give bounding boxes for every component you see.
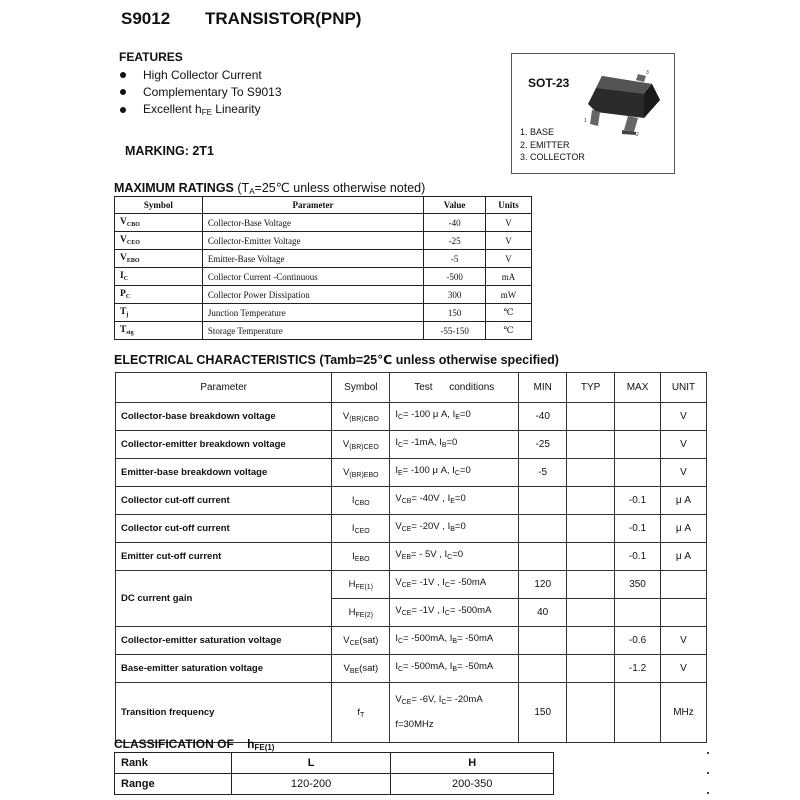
table-row	[116, 627, 707, 655]
typ-cell	[567, 459, 615, 487]
unit-cell	[661, 571, 707, 599]
value-cell: 300	[424, 286, 486, 304]
column-header: Parameter	[116, 373, 332, 403]
condition-cell: $I_E= -100$ μ A, $I_C=0$	[390, 459, 519, 487]
features-heading: FEATURES	[119, 50, 183, 64]
unit-cell: MHz	[661, 683, 707, 743]
max-cell	[615, 683, 661, 743]
value-cell: -5	[424, 250, 486, 268]
package-name: SOT-23	[528, 76, 570, 90]
feature-item	[120, 85, 282, 99]
parameter-cell: Collector-Emitter Voltage	[202, 232, 423, 250]
column-header: TYP	[567, 373, 615, 403]
table-cell: 200-350	[391, 774, 554, 795]
scan-mark	[707, 752, 709, 754]
symbol-cell: $I_C$	[115, 268, 203, 286]
table-row	[115, 753, 554, 774]
table-row	[115, 322, 532, 340]
parameter-cell: Collector Power Dissipation	[202, 286, 423, 304]
column-header: MAX	[615, 373, 661, 403]
parameter-cell: Collector-emitter saturation voltage	[116, 627, 332, 655]
parameter-cell: Collector Current -Continuous	[202, 268, 423, 286]
row-label: Rank	[115, 753, 232, 774]
min-cell	[519, 543, 567, 571]
symbol-cell: $T_{stg}$	[115, 322, 203, 340]
max-cell: -0.1	[615, 515, 661, 543]
column-header: MIN	[519, 373, 567, 403]
condition-cell: $V_{CE}= -20V$ , $I_B=0$	[390, 515, 519, 543]
table-row	[115, 286, 532, 304]
symbol-cell: $V_{BE}(sat)$	[332, 655, 390, 683]
table-row	[116, 683, 707, 743]
typ-cell	[567, 487, 615, 515]
value-cell: -40	[424, 214, 486, 232]
table-row	[115, 250, 532, 268]
feature-text: High Collector Current	[143, 68, 262, 82]
electrical-table	[115, 372, 707, 743]
value-cell: -25	[424, 232, 486, 250]
condition-cell: $V_{EB}= - 5V$ , $I_C=0$	[390, 543, 519, 571]
table-row	[115, 214, 532, 232]
svg-text:3: 3	[646, 70, 649, 76]
feature-item	[120, 102, 261, 117]
table-header-row	[116, 373, 707, 403]
pin-list	[520, 126, 585, 164]
unit-cell: V	[661, 431, 707, 459]
unit-cell: V	[486, 232, 532, 250]
feature-text: Excellent $h_{FE}$ Linearity	[143, 102, 261, 117]
condition-cell: $I_C= -1mA$, $I_B=0$	[390, 431, 519, 459]
table-row	[115, 774, 554, 795]
parameter-cell: DC current gain	[116, 571, 332, 627]
unit-cell: ℃	[486, 322, 532, 340]
symbol-cell: $P_C$	[115, 286, 203, 304]
feature-item	[120, 68, 262, 82]
device-type: TRANSISTOR(PNP)	[205, 9, 362, 28]
typ-cell	[567, 543, 615, 571]
parameter-cell: Junction Temperature	[202, 304, 423, 322]
pin-label: 3. COLLECTOR	[520, 152, 585, 162]
table-cell: L	[231, 753, 391, 774]
unit-cell: V	[661, 655, 707, 683]
parameter-cell: Emitter cut-off current	[116, 543, 332, 571]
max-cell: -1.2	[615, 655, 661, 683]
min-cell	[519, 655, 567, 683]
table-row	[116, 487, 707, 515]
table-row	[116, 403, 707, 431]
max-cell	[615, 403, 661, 431]
table-row	[115, 304, 532, 322]
electrical-heading: ELECTRICAL CHARACTERISTICS (Tamb=25℃ unless otherwise specified)	[114, 353, 559, 367]
max-cell	[615, 431, 661, 459]
symbol-cell: $V_{CE}(sat)$	[332, 627, 390, 655]
feature-text: Complementary To S9013	[143, 85, 282, 99]
column-header: Value	[424, 197, 486, 214]
condition-cell: $V_{CB}= -40V$ , $I_E=0$	[390, 487, 519, 515]
unit-cell: V	[486, 250, 532, 268]
typ-cell	[567, 515, 615, 543]
parameter-cell: Collector-Base Voltage	[202, 214, 423, 232]
typ-cell	[567, 431, 615, 459]
pin-label: 2. EMITTER	[520, 139, 570, 150]
svg-text:1: 1	[584, 118, 587, 124]
classification-heading: CLASSIFICATION OF $h_{FE(1)}$	[114, 737, 275, 752]
parameter-cell: Emitter-Base Voltage	[202, 250, 423, 268]
symbol-cell: $H_{FE(1)}$	[332, 571, 390, 599]
table-row	[115, 232, 532, 250]
condition-cell: $V_{CE}= -1V$ , $I_C= -500mA$	[390, 599, 519, 627]
column-header: UNIT	[661, 373, 707, 403]
max-cell: 350	[615, 571, 661, 599]
condition-cell: $I_C= -500mA$, $I_B= -50mA$	[390, 655, 519, 683]
parameter-cell: Emitter-base breakdown voltage	[116, 459, 332, 487]
symbol-cell: $V_{EBO}$	[115, 250, 203, 268]
typ-cell	[567, 403, 615, 431]
symbol-cell: $V_{(BR)CEO}$	[332, 431, 390, 459]
min-cell: 40	[519, 599, 567, 627]
column-header: Symbol	[332, 373, 390, 403]
unit-cell: μ A	[661, 543, 707, 571]
bullet-icon	[120, 107, 126, 113]
unit-cell: mW	[486, 286, 532, 304]
column-header: Symbol	[115, 197, 203, 214]
condition-cell: $I_C= -100$ μ A, $I_E=0$	[390, 403, 519, 431]
typ-cell	[567, 599, 615, 627]
symbol-cell: $I_{CBO}$	[332, 487, 390, 515]
unit-cell: V	[661, 459, 707, 487]
max-cell: -0.1	[615, 543, 661, 571]
unit-cell: μ A	[661, 487, 707, 515]
table-row	[116, 515, 707, 543]
symbol-cell: $I_{EBO}$	[332, 543, 390, 571]
typ-cell	[567, 571, 615, 599]
unit-cell: V	[486, 214, 532, 232]
unit-cell: μ A	[661, 515, 707, 543]
condition-cell: $I_C= -500mA$, $I_B= -50mA$	[390, 627, 519, 655]
parameter-cell: Collector-emitter breakdown voltage	[116, 431, 332, 459]
pin-label: 1. BASE	[520, 127, 555, 137]
row-label: Range	[115, 774, 232, 795]
symbol-cell: $H_{FE(2)}$	[332, 599, 390, 627]
max-cell: -0.6	[615, 627, 661, 655]
symbol-cell: $V_{(BR)CBO}$	[332, 403, 390, 431]
value-cell: -55-150	[424, 322, 486, 340]
parameter-cell: Storage Temperature	[202, 322, 423, 340]
parameter-cell: Transition frequency	[116, 683, 332, 743]
part-number: S9012	[121, 9, 171, 28]
parameter-cell: Collector-base breakdown voltage	[116, 403, 332, 431]
max-cell: -0.1	[615, 487, 661, 515]
table-row	[116, 431, 707, 459]
parameter-cell: Collector cut-off current	[116, 487, 332, 515]
symbol-cell: $V_{CEO}$	[115, 232, 203, 250]
table-cell: 120-200	[231, 774, 391, 795]
max-cell	[615, 459, 661, 487]
min-cell: -25	[519, 431, 567, 459]
scan-mark	[707, 772, 709, 774]
parameter-cell: Base-emitter saturation voltage	[116, 655, 332, 683]
min-cell	[519, 627, 567, 655]
table-row	[116, 655, 707, 683]
bullet-icon	[120, 89, 126, 95]
min-cell	[519, 515, 567, 543]
value-cell: 150	[424, 304, 486, 322]
column-header: Units	[486, 197, 532, 214]
marking-code: MARKING: 2T1	[125, 144, 214, 158]
package-box	[511, 53, 675, 174]
min-cell: 120	[519, 571, 567, 599]
table-row	[116, 571, 707, 599]
condition-cell: $V_{CE}= -1V$ , $I_C= -50mA$	[390, 571, 519, 599]
unit-cell: V	[661, 403, 707, 431]
table-row	[116, 459, 707, 487]
unit-cell	[661, 599, 707, 627]
value-cell: -500	[424, 268, 486, 286]
symbol-cell: $T_j$	[115, 304, 203, 322]
typ-cell	[567, 655, 615, 683]
symbol-cell: $f_T$	[332, 683, 390, 743]
parameter-cell: Collector cut-off current	[116, 515, 332, 543]
bullet-icon	[120, 72, 126, 78]
symbol-cell: $V_{(BR)EBO}$	[332, 459, 390, 487]
column-header: Test conditions	[390, 373, 519, 403]
typ-cell	[567, 683, 615, 743]
table-cell: H	[391, 753, 554, 774]
max-ratings-table	[114, 196, 532, 340]
classification-table	[114, 752, 554, 795]
unit-cell: ℃	[486, 304, 532, 322]
column-header: Parameter	[202, 197, 423, 214]
sot23-package-icon	[582, 66, 666, 136]
min-cell	[519, 487, 567, 515]
typ-cell	[567, 627, 615, 655]
symbol-cell: $I_{CEO}$	[332, 515, 390, 543]
min-cell: -40	[519, 403, 567, 431]
max-ratings-heading: MAXIMUM RATINGS ($T_A=25℃$ unless otherwise noted)	[114, 181, 426, 196]
svg-text:2: 2	[636, 132, 639, 136]
table-row	[116, 543, 707, 571]
max-cell	[615, 599, 661, 627]
table-header-row	[115, 197, 532, 214]
scan-mark	[707, 792, 709, 794]
table-row	[115, 268, 532, 286]
unit-cell: mA	[486, 268, 532, 286]
min-cell: 150	[519, 683, 567, 743]
symbol-cell: $V_{CBO}$	[115, 214, 203, 232]
min-cell: -5	[519, 459, 567, 487]
condition-cell: $V_{CE}= -6V$, $I_C= -20mA$ f=30MHz	[390, 683, 519, 743]
unit-cell: V	[661, 627, 707, 655]
